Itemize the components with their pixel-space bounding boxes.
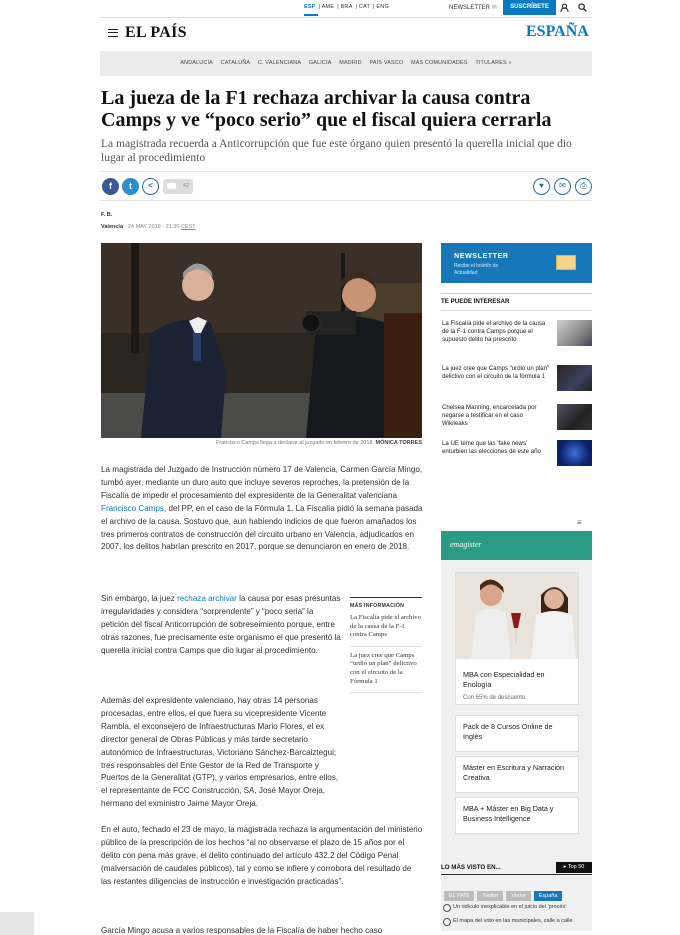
region-link[interactable]: ANDALUCÍA <box>180 60 213 66</box>
paragraph-5 <box>101 925 423 935</box>
p4-text: En el auto, fechado el 23 de mayo, la magistrada rechaza la argumentación del ministerio público de la prescripción de los hechos “al no observarse el plazo de 15 años por el delito con pena más grave, el delito continuado del artículo 432.2 del Código Penal (malversación de caudales públicos), tal y como se infiere y corrobora del resultado de las restantes diligencias de instrucción e investigación practicadas”. <box>101 825 423 886</box>
most-viewed-title: LO MÁS VISTO EN... <box>441 864 501 871</box>
most-viewed-item[interactable]: El mapa del voto en las municipales, calle a calle <box>441 918 592 924</box>
most-viewed-divider <box>441 874 592 875</box>
course-image <box>456 573 578 659</box>
most-viewed-tabs <box>444 884 565 902</box>
interest-thumb <box>557 365 592 391</box>
interest-title: TE PUEDE INTERESAR <box>441 298 510 305</box>
course-title: Máster en Escritura y Narración Creativa <box>463 763 565 782</box>
comments-button[interactable] <box>163 179 193 194</box>
interest-item-text: La Fiscalía pide el archivo de la causa de la F-1 contra Camps porque el supuesto delito ha prescrito <box>442 320 546 344</box>
photo-illustration <box>101 243 422 438</box>
interest-item[interactable] <box>441 404 592 444</box>
interest-item-text: La UE teme que las ‘fake news’ enturbien las elecciones de este año <box>442 440 541 456</box>
comments-count: 42 <box>182 183 189 189</box>
photo-credit: MÓNICA TORRES <box>375 440 422 446</box>
interest-thumb <box>557 404 592 430</box>
francisco-camps-link[interactable]: Francisco Camps <box>101 503 164 513</box>
region-link[interactable]: PAÍS VASCO <box>369 60 404 66</box>
tab-twitter[interactable]: Twitter <box>477 891 503 901</box>
rechaza-archivar-link[interactable]: rechaza archivar <box>177 594 237 603</box>
related-box <box>350 597 422 693</box>
interest-item[interactable] <box>441 440 592 480</box>
p3-text: Además del expresidente valenciano, hay otras 14 personas procesadas, entre ellos, el que fuera su vicepresidente Vicente Rambla, el exconsejero de Infraestructuras Mario Flores, el ex director general de Obras Públicas y más tarde secretario autonómico de Infraestructuras, Victoriano Sánchez-Barcaiztegui; tres responsables del Ente Gestor de la Red de Transporte y Puertos de la Generalitat (GTP), y varios empresarios, entre ellos, el representante de FCC Construcción, SA, José Mayor Oreja, hermano del exministro Jaime Mayor Oreja. <box>101 696 339 809</box>
interest-item-text: Chelsea Manning, encarcelada por negarse a testificar en el caso Wikileaks <box>442 404 537 428</box>
dateline: Valencia · 24 MAY 2019 - 21:35 CEST <box>101 224 196 230</box>
twitter-share-icon[interactable]: t <box>122 178 139 195</box>
course-title: MBA + Máster en Big Data y Business Intelligence <box>463 804 554 823</box>
course-card[interactable] <box>455 756 579 793</box>
author[interactable]: F. B. <box>101 212 113 218</box>
print-icon[interactable]: ⎙ <box>575 178 592 195</box>
share-divider-top <box>100 171 592 172</box>
interest-thumb <box>557 440 592 466</box>
paragraph-4 <box>101 824 423 889</box>
related-link[interactable]: La juez cree que Camps “urdió un plan” delictivo con el circuito de la Fórmula 1 <box>350 652 422 693</box>
section-title[interactable]: ESPAÑA <box>526 23 589 40</box>
edition-eng[interactable]: ENG <box>376 4 389 10</box>
interest-item-text: La juez cree que Camps “urdió un plan” delictivo con el circuito de la fórmula 1 <box>442 365 550 381</box>
article-photo <box>101 243 422 438</box>
active-edition-indicator <box>304 14 318 16</box>
region-link[interactable]: TITULARES » <box>475 60 512 66</box>
menu-icon[interactable] <box>108 29 118 37</box>
interest-divider <box>441 310 592 311</box>
interest-divider <box>441 293 592 294</box>
mail-icon: ✉ <box>491 5 497 11</box>
newsletter-box-title: NEWSLETTER <box>454 251 509 260</box>
edition-selector: ESP | AME | BRA | CAT | ENG <box>304 4 389 10</box>
course-title: MBA con Especialidad en Enología <box>463 670 545 689</box>
edition-bra[interactable]: BRA <box>340 4 353 10</box>
timezone: CEST <box>180 224 196 230</box>
article-title: La jueza de la F1 rechaza archivar la causa contra Camps y ve “poco serio” que el fiscal quiera cerrarla <box>101 87 552 131</box>
tab-verne[interactable]: Verne <box>506 891 530 901</box>
most-viewed-item[interactable]: Un ridículo inexplicable en el juicio del ‘procés’ <box>441 904 592 910</box>
paragraph-3 <box>101 695 341 811</box>
region-link[interactable]: GALICIA <box>308 60 332 66</box>
paragraph-1 <box>101 464 423 554</box>
paragraph-2 <box>101 593 341 658</box>
course-card[interactable] <box>455 797 579 834</box>
related-link[interactable]: La Fiscalía pide el archivo de la causa de la F-1 contra Camps <box>350 614 422 647</box>
region-link[interactable]: C. VALENCIANA <box>257 60 302 66</box>
menu-icon[interactable]: ≡ <box>577 518 582 527</box>
regions-nav <box>100 51 592 76</box>
p2-text-b: la causa por esas presuntas irregularidades y considera “sorprendente” y “poco seria” la petición del fiscal Anticorrupción de sobreseimiento porque, entre otras razones, fue precisamente este organismo el que presentó la querella inicial contra Camps que dio lugar al procedimiento. <box>101 594 341 655</box>
emagister-logo[interactable]: emagister <box>450 540 482 549</box>
interest-thumb <box>557 320 592 346</box>
caption-text: Francisco Camps llega a declarar al juzgado en febrero de 2018. <box>215 440 375 446</box>
share-divider-bottom <box>100 200 592 201</box>
user-icon[interactable] <box>560 3 569 12</box>
p2-text: Sin embargo, la juez <box>101 594 178 603</box>
email-share-icon[interactable]: ✉ <box>554 178 571 195</box>
newsletter-box-sub: Recibe el boletín de Actualidad <box>454 263 499 276</box>
region-link[interactable]: CATALUÑA <box>220 60 251 66</box>
course-card[interactable] <box>455 715 579 752</box>
newsletter-label: NEWSLETTER <box>449 5 491 11</box>
feedback-tab[interactable] <box>0 912 34 935</box>
favorite-icon[interactable]: ♥ <box>533 178 550 195</box>
region-link[interactable]: MÁS COMUNIDADES <box>411 60 468 66</box>
newsletter-link[interactable] <box>449 4 497 11</box>
newsletter-box[interactable] <box>441 243 592 283</box>
subscribe-button[interactable]: SUSCRÍBETE <box>503 0 556 15</box>
top50-button[interactable]: ▸ Top 50 <box>556 862 592 873</box>
share-icon[interactable]: < <box>142 178 159 195</box>
p1-text: La magistrada del Juzgado de Instrucción número 17 de Valencia, Carmen García Mingo, tumbó ayer, mediante un duro auto que incluye severos reproches, la pretensión de la Fiscalía de impedir el procesamiento del expresidente de la Generalitat valenciana <box>101 465 423 500</box>
course-title: Pack de 8 Cursos Online de Inglés <box>463 722 553 741</box>
header-divider <box>100 17 592 18</box>
article-subtitle: La magistrada recuerda a Anticorrupción que fue este órgano quien presentó la querella inicial que dio lugar al procedimiento <box>101 138 572 164</box>
tab-espana[interactable]: España <box>534 891 563 901</box>
location: Valencia <box>101 224 124 230</box>
interest-item[interactable] <box>441 365 592 405</box>
date: 24 MAY 2019 - 21:35 <box>127 224 180 230</box>
edition-cat[interactable]: CAT <box>358 4 371 10</box>
related-title: MÁS INFORMACIÓN <box>350 603 405 609</box>
p1-text-b: , del PP, en el caso de la Fórmula 1. La Fiscalía pidió la semana pasada el archivo de la causa. Sostuvo que, aun habiendo indicios de que fueron amañados los tres primeros contratos de construcción del circuito urbano en Valencia, adjudicados en 2007, los delitos habrían prescrito en 2017, porque se denunciaron en enero de 2018. <box>101 503 423 552</box>
photo-caption <box>101 440 422 446</box>
p5-text: García Mingo acusa a varios responsables de la Fiscalía de haber hecho caso <box>101 926 383 935</box>
tab-elpais[interactable]: EL PAÍS <box>444 891 474 901</box>
edition-esp[interactable]: ESP <box>304 4 316 10</box>
facebook-share-icon[interactable]: f <box>102 178 119 195</box>
site-logo[interactable]: EL PAÍS <box>125 24 187 41</box>
edition-ame[interactable]: AME <box>321 4 335 10</box>
course-desc: Con 65% de descuento <box>463 695 526 701</box>
course-card[interactable] <box>455 572 579 705</box>
search-icon[interactable] <box>578 3 587 12</box>
interest-item[interactable] <box>441 320 592 360</box>
envelope-icon <box>556 255 576 270</box>
region-link[interactable]: MADRID <box>339 60 362 66</box>
